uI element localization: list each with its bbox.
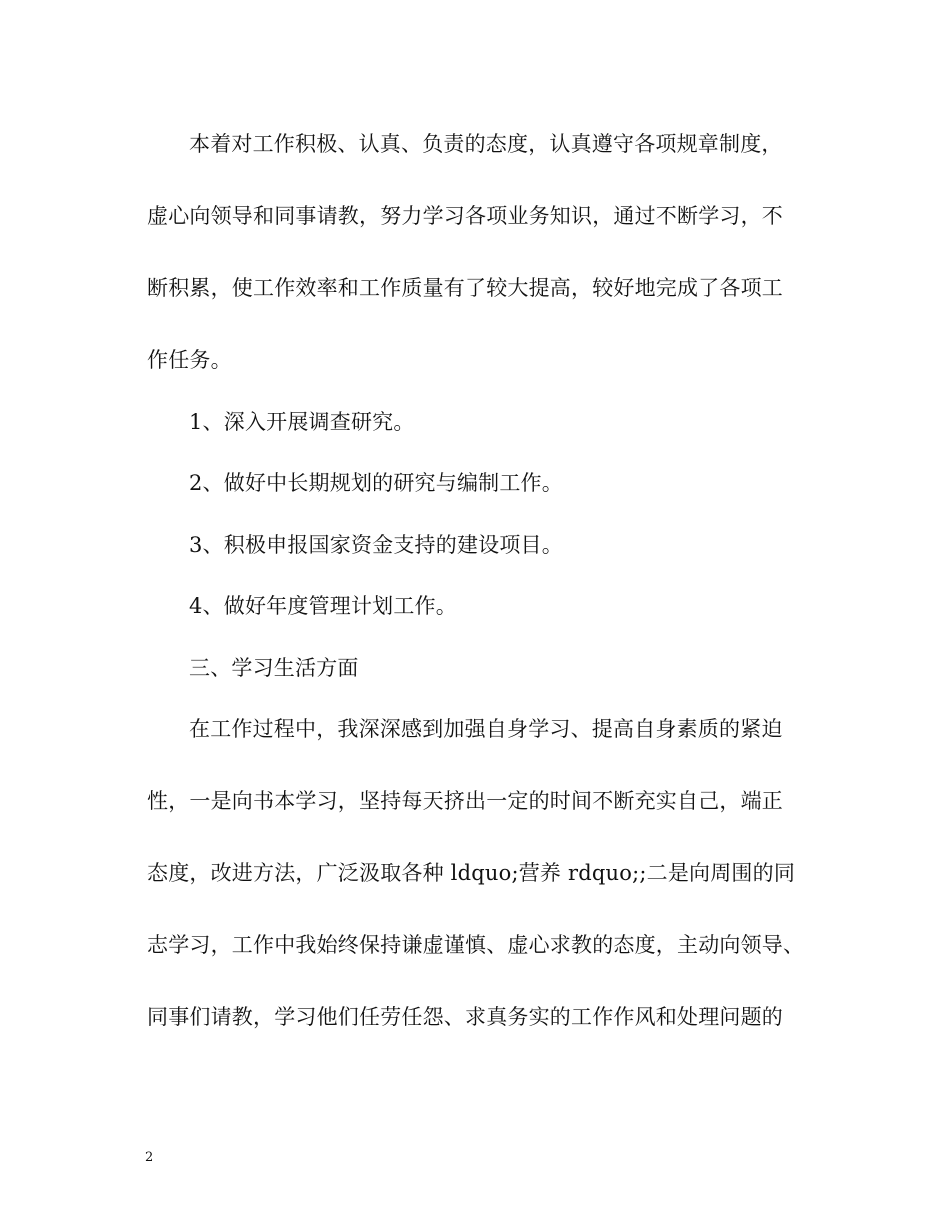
list-item-1: 1、深入开展调查研究。	[189, 410, 415, 434]
list-item-3: 3、积极申报国家资金支持的建设项目。	[189, 533, 563, 557]
paragraph-2-line-2: 性，一是向书本学习，坚持每天挤出一定的时间不断充实自己，端正	[147, 789, 783, 813]
list-item-2: 2、做好中长期规划的研究与编制工作。	[189, 471, 563, 495]
paragraph-line-4: 作任务。	[147, 348, 232, 372]
list-item-4: 4、做好年度管理计划工作。	[189, 594, 457, 618]
page-number: 2	[145, 1150, 154, 1165]
paragraph-line-3: 断积累，使工作效率和工作质量有了较大提高，较好地完成了各项工	[147, 276, 783, 300]
paragraph-2-line-5: 同事们请教，学习他们任劳任怨、求真务实的工作作风和处理问题的	[147, 1005, 783, 1029]
section-heading: 三、学习生活方面	[189, 656, 359, 680]
paragraph-2-line-1: 在工作过程中，我深深感到加强自身学习、提高自身素质的紧迫	[189, 717, 783, 741]
paragraph-2-line-4: 志学习，工作中我始终保持谦虚谨慎、虚心求教的态度，主动向领导、	[147, 933, 805, 957]
paragraph-line-1: 本着对工作积极、认真、负责的态度，认真遵守各项规章制度，	[189, 132, 783, 156]
paragraph-line-2: 虚心向领导和同事请教，努力学习各项业务知识，通过不断学习，不	[147, 204, 783, 228]
paragraph-2-line-3: 态度，改进方法，广泛汲取各种 ldquo;营养 rdquo;;二是向周围的同	[147, 861, 796, 885]
